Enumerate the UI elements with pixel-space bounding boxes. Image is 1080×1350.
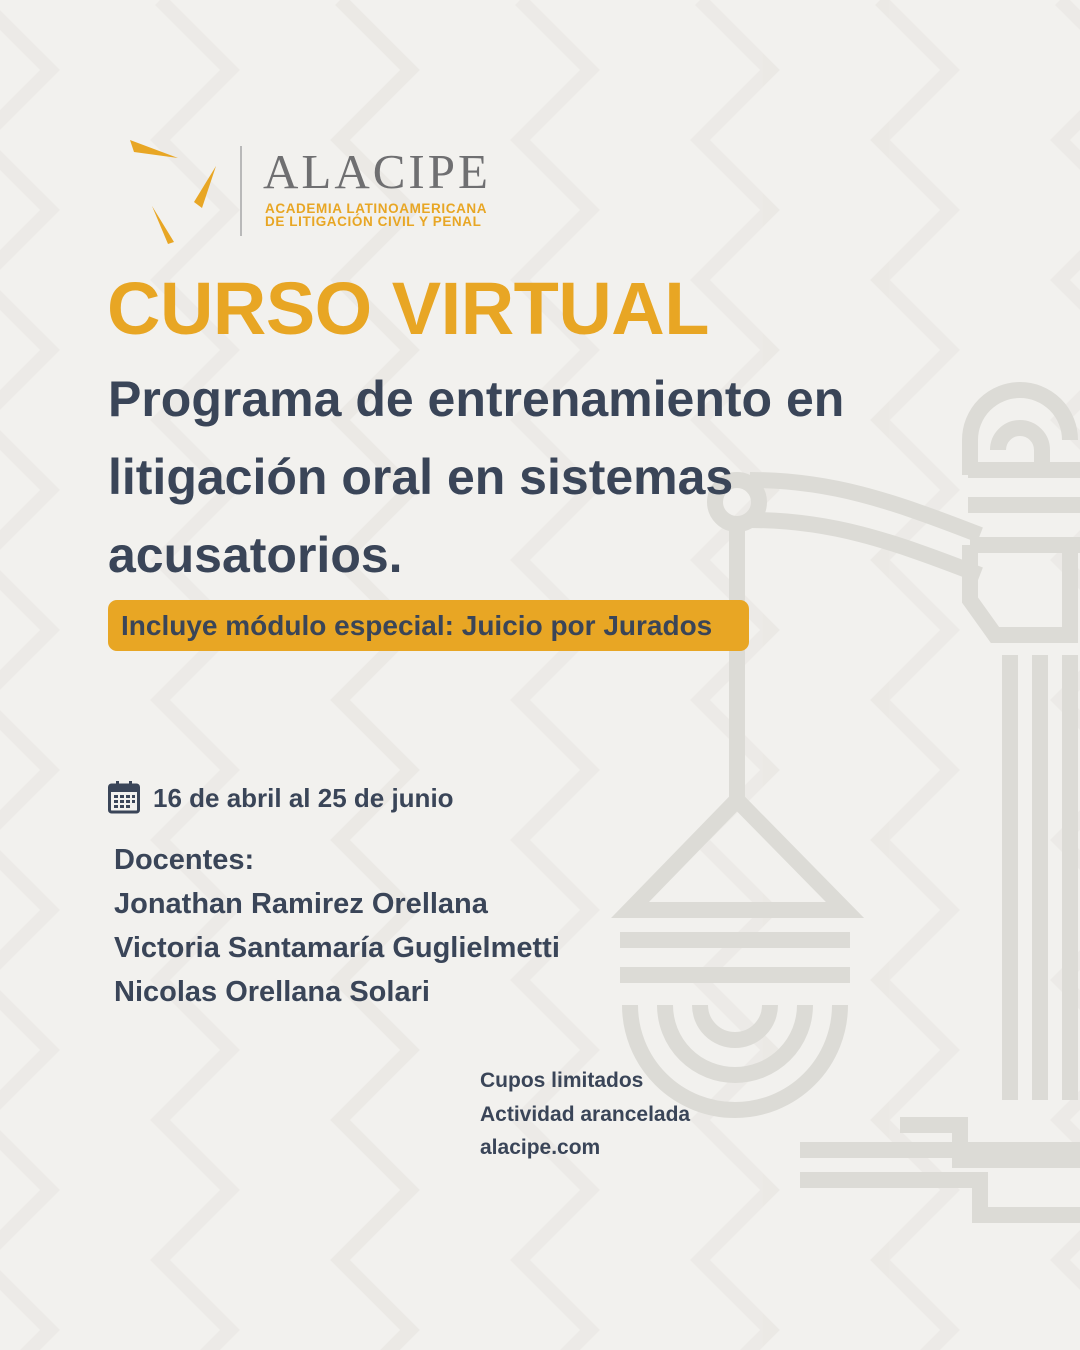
course-title-line: litigación oral en sistemas bbox=[108, 449, 734, 505]
special-module-badge: Incluye módulo especial: Juicio por Jurados bbox=[108, 600, 749, 651]
info-limited-seats: Cupos limitados bbox=[480, 1069, 644, 1092]
logo-subtitle bbox=[265, 202, 505, 228]
calendar-icon bbox=[108, 780, 140, 814]
teachers-list bbox=[114, 838, 560, 1014]
course-info bbox=[480, 1064, 690, 1165]
logo-name: ALACIPE bbox=[263, 144, 491, 199]
course-type-heading: CURSO VIRTUAL bbox=[107, 267, 709, 350]
course-title bbox=[108, 360, 988, 594]
logo-divider bbox=[240, 146, 242, 236]
info-website: alacipe.com bbox=[480, 1136, 601, 1159]
logo-subtitle-line: ACADEMIA LATINOAMERICANA bbox=[265, 201, 488, 216]
teacher-name: Victoria Santamaría Guglielmetti bbox=[114, 932, 560, 964]
course-title-line: acusatorios. bbox=[108, 527, 403, 583]
teachers-label: Docentes: bbox=[114, 844, 255, 876]
teacher-name: Jonathan Ramirez Orellana bbox=[114, 888, 488, 920]
alacipe-logo-icon bbox=[128, 136, 224, 246]
info-paid-activity: Actividad arancelada bbox=[480, 1102, 691, 1126]
logo-subtitle-line: DE LITIGACIÓN CIVIL Y PENAL bbox=[265, 214, 482, 229]
chevron-stripe bbox=[0, 0, 50, 1350]
course-dates: 16 de abril al 25 de junio bbox=[153, 783, 454, 813]
teacher-name: Nicolas Orellana Solari bbox=[114, 976, 430, 1008]
course-title-line: Programa de entrenamiento en bbox=[108, 371, 845, 427]
